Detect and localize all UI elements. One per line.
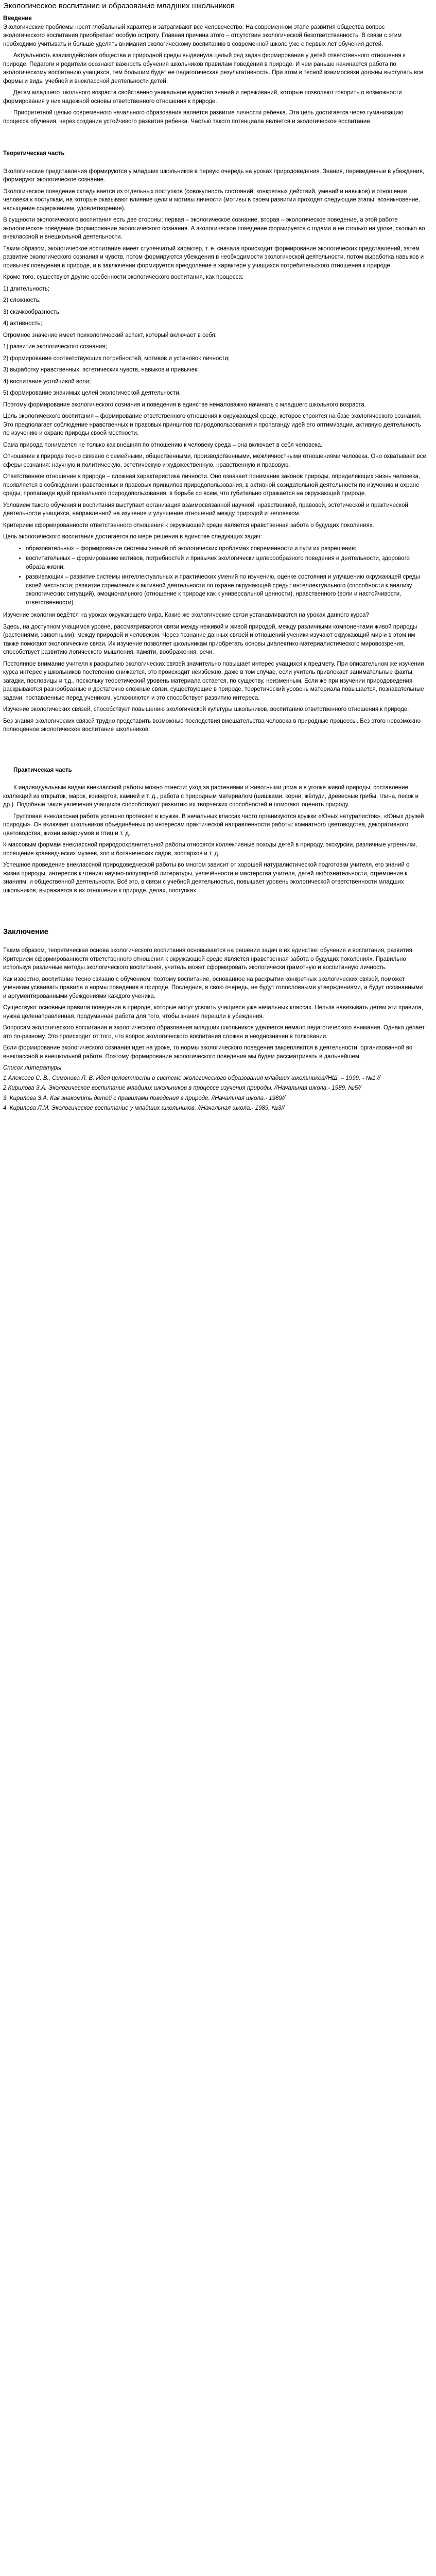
- practice-paragraph: Успешное проведение внеклассной природоведческой работы во многом зависит от хорошей натуралистической подготовки учителя, его знаний о жизни природы, интересов к чтению научно-популярной литературы, увлечённости и мастерства учителя, детей любознательности, стремления к знаниям, и общественной деятельности. Всё это, в связи с учебной деятельностью, повышает уровень экологической ответственности младших школьников, выражается в их отношении к природе, делах, поступках.: [3, 862, 410, 894]
- theory-list-item: 2) сложность;: [3, 297, 41, 303]
- theory-paragraph: Кроме того, существуют другие особенности экологического воспитания, как процесса:: [3, 274, 243, 280]
- theory-paragraph: В сущности экологического воспитания есть две стороны: первая – экологическое сознание, вторая – экологическое поведение, а этой работе экологическое поведение формирование экологического сознания. А экологическое поведение формируется с годами и не столько на уроке, сколько во внеклассной и внешкольной деятельности.: [3, 217, 425, 240]
- practice-heading: Практическая часть: [13, 767, 72, 773]
- intro-paragraph: Детям младшего школьного возраста свойственно уникальное единство знаний и переживаний, которые позволяют говорить о возможности формирования у них надежной основы ответственного отношения к природе.: [3, 90, 402, 105]
- theory-list-item: 2) формирование соответствующих потребностей, мотивов и установок личности;: [3, 355, 230, 362]
- theory-paragraph: Огромное значение имеет психологический аспект, который включает в себя:: [3, 332, 217, 338]
- theory-paragraph: Поэтому формирование экологического сознания и поведения в единстве немаловажно начинать с младшего школьного возраста.: [3, 401, 366, 408]
- theory-paragraph: Таким образом, экологическое воспитание имеет ступенчатый характер, т. е. сначала происходит формирование экологических представлений, затем развитие экологического сознания и чувств, потом формируются убеждения в необходимости экологической деятельности, потом выработка навыков и привычек поведения в природе, и в заключении формируется преодоление в характере у учащихся потребительского отношения к природе.: [3, 245, 424, 269]
- document-page: [0, 1, 430, 1113]
- theory-paragraph: Без знания экологических связей трудно представить возможные последствия вмешательства человека в природные процессы. Без этого невозможно полноценное экологическое воспитание школьников.: [3, 718, 421, 733]
- practice-section: [3, 766, 427, 895]
- theory-list-item: 1) развитие экологического сознания;: [3, 344, 107, 350]
- theory-list-item: 4) воспитание устойчивой воли;: [3, 378, 91, 385]
- conclusion-section: [3, 927, 427, 1061]
- theory-paragraph: Изучение экологии ведётся на уроках окружающего мира. Какие же экологические связи устанавливаются на уроках данного курса?: [3, 612, 369, 618]
- list-item: • воспитательных – формирование мотивов, потребностей и привычек экологически целесообразного поведения и деятельности, здорового образа жизни;: [26, 554, 427, 571]
- theory-list-item: 3) выработку нравственных, эстетических чувств, навыков и привычек;: [3, 367, 199, 373]
- theory-paragraph: Экологическое поведение складывается из отдельных поступков (совокупность состояний, конкретных действий, умений и навыков) и отношения человека к поступкам, на которые оказывают влияние цели и мотивы личности (мотивы в своем развитии проходят следующие этапы: возникновение, насыщение содержанием, удовлетворение).: [3, 188, 420, 212]
- page-title: Экологическое воспитание и образование младших школьников: [3, 2, 235, 10]
- theory-paragraph: Экологические представления формируются у младших школьников в первую очередь на уроках природоведения. Знания, переведенные в убеждения, формируют экологическое сознание.: [3, 168, 425, 183]
- practice-paragraph: К массовым формам внеклассной природоохранительной работы относятся коллективные походы детей в природу, экскурсии, различные утренники, посещение краеведческих музеев, зоо и ботанических садов, зоопарков и т. д.: [3, 842, 417, 857]
- theory-paragraph: Цель экологического воспитания достигается по мере решения в единстве следующих задач:: [3, 534, 262, 540]
- theory-paragraph: Условием такого обучения и воспитания выступает организация взаимосвязанной научной, нравственной, правовой, эстетической и практической деятельности учащихся, направленной на изучение и улучшение отношений между природой и человеком.: [3, 502, 408, 517]
- theory-paragraph: Здесь, на доступном учащимся уровне, рассматриваются связи между неживой и живой природой, между различными компонентами живой природы (растениями, животными), между природой и человеком. Через познание данных связей и отношений ученики изучают окружающий мир и в этом им также помогают экологические связи. Их изучение позволяет школьникам приобретать основы диалектико-материалистического мировоззрения, способствует развитию логического мышления, памяти, воображения, речи.: [3, 623, 417, 655]
- conclusion-heading: Заключение: [3, 928, 48, 936]
- theory-paragraph: Изучение экологических связей, способствует повышению экологической культуры школьников, воспитанию ответственного отношения к природе.: [3, 706, 409, 713]
- theory-paragraph: Критерием сформированности ответственного отношения к окружающей среде является нравственная забота о будущих поколениях.: [3, 522, 374, 529]
- theory-paragraph: Цель экологического воспитания – формирование ответственного отношения к окружающей среде, которое строится на базе экологического сознания. Это предполагает соблюдение нравственных и правовых принципов природопользования и пропаганду идей его оптимизации, активную деятельность по изучению и охране природы своей местности.: [3, 413, 422, 436]
- conclusion-paragraph: Существуют основные правила поведения в природе, которые могут усвоить учащиеся уже начальных классах. Нельзя навязывать детям эти правила, нужна целенаправленная, продуманная работа для того, чтобы знания перешли в убеждения.: [3, 1005, 423, 1020]
- reference-item: 1.Алексеев С. В., Симонова Л. В. Идея целостности в системе экологического образования младших школьников//НШ. – 1999. - №1.//: [3, 1075, 380, 1081]
- conclusion-paragraph: Как известно, воспитание тесно связано с обучением, поэтому воспитание, основанное на раскрытии конкретных экологических связей, поможет ученикам усваивать правила и нормы поведения в природе. Последние, в свою очередь, не будут голословными утверждениями, а будут осознанными и аргументированными убеждениями каждого ученика.: [3, 976, 423, 999]
- practice-paragraph: К индивидуальным видам внеклассной работы можно отнести: уход за растениями и животными дома и в уголке живой природы, составление коллекций из открыток, марок, конвертов, камней и т. д., работа с природным материалом (шишками, корни, жёлуди, древесные грибы, глина, песок и др.). Подобные такие увлечения учащихся способствуют развитию их творческих способностей и помогают оценить природу.: [3, 785, 419, 808]
- theory-list-item: 4) активность;: [3, 320, 42, 327]
- theory-list-item: 1) длительность;: [3, 285, 50, 292]
- theory-list-item: 3) скачкообразность;: [3, 309, 61, 315]
- conclusion-paragraph: Таким образом, теоретическая основа экологического воспитания основывается на решении задач в их единстве: обучения и воспитания, развития. Критерием сформированности ответственного отношения к окружающей среде является нравственная забота о будущих поколениях. Правильно используя различные методы экологического воспитания, учитель может сформировать экологически грамотную и воспитанную личность.: [3, 947, 414, 971]
- intro-paragraph: Актуальность взаимодействия общества и природной среды выдвинула целый ряд задач формирования у детей ответственного отношения к природе. Педагоги и родители осознают важность обучения школьников правилам поведения в природе. И чем раньше начинается работа по экологическому воспитанию учащихся, тем большим будет ее педагогическая результативность. При этом в тесной взаимосвязи должны выступать все формы и виды учебной и внеклассной деятельности детей.: [3, 53, 424, 84]
- theory-paragraph: Сама природа понимается не только как внешняя по отношению к человеку среда – она включает в себя человека.: [3, 442, 323, 448]
- practice-paragraph: Групповая внеклассная работа успешно протекает в кружке. В начальных классах часто организуются кружки «Юных натуралистов», «Юных друзей природы». Он включает школьников объединённых по интересам практической направленности работы: комнатного цветоводства, декоративного цветоводства, жизни аквариумов и птиц и т. д.: [3, 813, 424, 837]
- theory-paragraph: Постоянное внимание учителя к раскрытию экологических связей значительно повышает интерес учащихся к предмету. При описательном же изучении курса интерес у школьников постепенно снижается, это происходит неизбежно, даже в том случае, если учитель привлекает занимательные факты, загадки, пословицы и т.д., поскольку теоретический уровень материала остается, по существу, неизменным. Если же при изучении природоведения раскрываются разнообразные и достаточно сложные связи, существующие в природе, теоретический уровень материала повышается, познавательные задачи, поставленные перед учеником, усложняются и это способствует развитию интереса.: [3, 660, 424, 701]
- reference-item: 2.Кирилова З.А. Экологическое воспитание младших школьников в процессе изучения природы. //Начальная школа.- 1989, №5//: [3, 1085, 361, 1091]
- tasks-list: [3, 545, 427, 607]
- list-item: • образовательных – формирование системы знаний об экологических проблемах современности и пути их разрешения;: [26, 545, 427, 553]
- list-item: • развивающих – развитие системы интеллектуальных и практических умений по изучению, оценке состояния и улучшению окружающей среды своей местности; развитие стремления к активной деятельности по охране окружающей среды: интеллектуального (способности к анализу экологических ситуаций), эмоционального (отношение к природе как к универсальной ценности), нравственного (воли и настойчивости, ответственности).: [26, 573, 427, 607]
- conclusion-paragraph: Вопросам экологического воспитания и экологического образования младших школьников уделяется немало педагогического внимания. Однако делает это по-разному. Это происходит от того, что вопрос экологического воспитания сложен и неоднозначен в толковании.: [3, 1025, 425, 1040]
- intro-heading: Введение: [3, 15, 32, 22]
- reference-item: 4. Кирилова Л.М. Экологическое воспитание у младших школьников. //Начальная школа.- 1989, №3//: [3, 1105, 285, 1111]
- theory-paragraph: Ответственное отношение к природе – сложная характеристика личности. Оно означает понимание законов природы, определяющих жизнь человека, проявляется в соблюдении нравственных и правовых принципов природопользования, в активной созидательной деятельности по изучению и охране среды, пропаганде идей правильного природопользования, в борьбе со всем, что губительно отражается на окружающей природе.: [3, 473, 421, 497]
- references-section: [3, 1064, 427, 1113]
- theory-section: [3, 149, 427, 734]
- theory-list-item: 5) формирование значимых целей экологической деятельности.: [3, 390, 181, 396]
- intro-paragraph: Экологические проблемы носят глобальный характер и затрагивают все человечество. На современном этапе развития общества вопрос экологического воспитания приобретает особую остроту. Главная причина этого – отсутствие экологической безответственность. В связи с этим необходимо учитывать и больше уделять внимания экологическому воспитанию в современной школе уже с первых лет обучения детей.: [3, 24, 402, 47]
- conclusion-paragraph: Если формирование экологического сознания идет на уроке, то нормы экологического поведения закрепляются в деятельности, организованной во внеклассной и внешкольной работе. Поэтому формирование экологического поведения мы будем рассматривать в дальнейшем.: [3, 1045, 413, 1060]
- intro-section: [3, 14, 427, 126]
- intro-paragraph: Приоритетной целью современного начального образования является развитие личности ребенка. Эта цель достигается через гуманизацию процесса обучения, через создание устойчивого развития ребенка. Частью такого потенциала является и экологическое воспитание.: [3, 110, 404, 125]
- references-heading: Список литературы: [3, 1065, 62, 1071]
- reference-item: 3. Кирилова З.А. Как знакомить детей с правилами поведения в природе. //Начальная школа.- 1989//: [3, 1095, 286, 1101]
- theory-heading: Теоретическая часть: [3, 150, 65, 157]
- theory-paragraph: Отношение к природе тесно связано с семейными, общественными, производственными, межличностными отношениями человека. Оно охватывает все сферы сознания: научную и политическую, эстетическую и художественную, нравственную и правовую.: [3, 453, 426, 468]
